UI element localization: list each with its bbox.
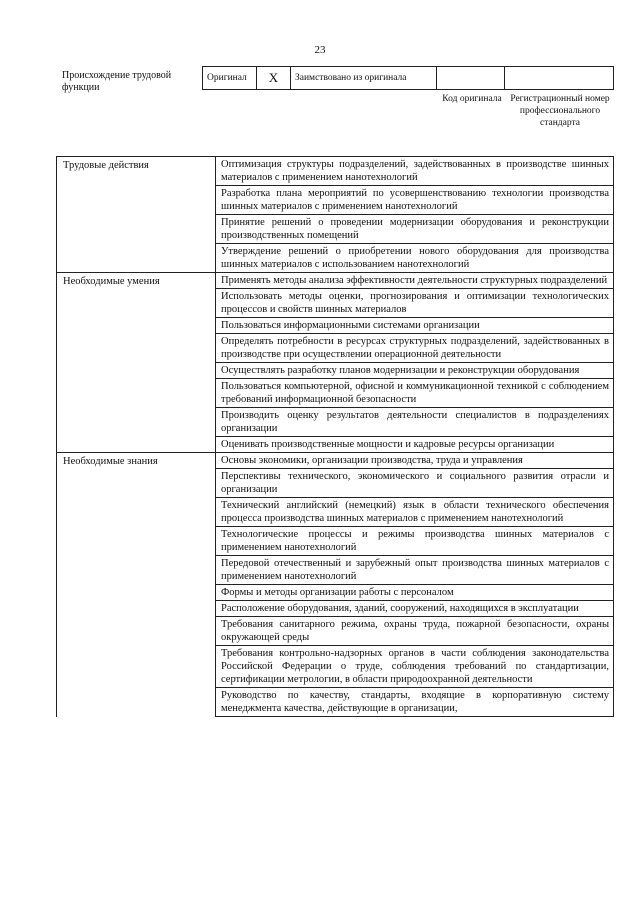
table-row (57, 157, 614, 186)
reg-number-cell (505, 67, 613, 89)
table-row (57, 453, 614, 469)
original-mark: X (257, 67, 291, 89)
list-item: Передовой отечественный и зарубежный опыт производства шинных материалов с применением нанотехнологий (221, 558, 609, 582)
list-item: Оценивать производственные мощности и кадровые ресурсы организации (221, 439, 555, 450)
list-item: Осуществлять разработку планов модернизации и реконструкции оборудования (221, 365, 580, 376)
list-item: Технический английский (немецкий) язык в области технического обеспечения процесса производства шинных материалов с применением нанотехнологий (221, 500, 609, 524)
list-item: Руководство по качеству, стандарты, входящие в корпоративную систему менеджмента качества, действующие в организации, (221, 690, 609, 714)
list-item: Технологические процессы и режимы производства шинных материалов с применением нанотехнологий (221, 529, 609, 553)
list-item: Пользоваться информационными системами организации (221, 320, 480, 331)
function-table (56, 156, 614, 717)
list-item: Перспективы технического, экономического и социального развития отрасли и организации (221, 471, 609, 495)
origin-box (202, 66, 614, 90)
origin-label: Происхождение трудовой функции (62, 70, 172, 93)
list-item: Утверждение решений о приобретении нового оборудования для производства шинных материалов с использованием нанотехнологий (221, 246, 609, 270)
code-original-label: Код оригинала (442, 94, 502, 104)
list-item: Требования контрольно-надзорных органов в части соблюдения законодательства Российской Федерации о труде, соблюдения требований по стандартизации, сертификации метрологии, в области природоохранной деятельности (221, 648, 609, 685)
section-title: Необходимые умения (57, 273, 216, 453)
list-item: Определять потребности в ресурсах структурных подразделений, задействованных в производстве при осуществлении операционной деятельности (221, 336, 609, 360)
section-title: Трудовые действия (57, 157, 216, 273)
reg-number-label: Регистрационный номер профессионального стандарта (510, 94, 610, 128)
list-item: Пользоваться компьютерной, офисной и коммуникационной техникой с соблюдением требований информационной безопасности (221, 381, 609, 405)
borrowed-label: Заимствовано из оригинала (291, 67, 437, 89)
list-item: Применять методы анализа эффективности деятельности структурных подразделений (221, 275, 608, 286)
list-item: Разработка плана мероприятий по усовершенствованию технологии производства шинных материалов с применением нанотехнологий (221, 188, 609, 212)
list-item: Расположение оборудования, зданий, сооружений, находящихся в эксплуатации (221, 603, 579, 614)
list-item: Принятие решений о проведении модернизации оборудования и реконструкции производственных помещений (221, 217, 609, 241)
original-label: Оригинал (203, 67, 257, 89)
list-item: Формы и методы организации работы с персоналом (221, 587, 454, 598)
page-number: 23 (314, 44, 326, 56)
list-item: Оптимизация структуры подразделений, задействованных в производстве шинных материалов с применением нанотехнологий (221, 159, 609, 183)
section-title: Необходимые знания (57, 453, 216, 717)
list-item: Производить оценку результатов деятельности специалистов в подразделениях организации (221, 410, 609, 434)
code-cell (437, 67, 505, 89)
list-item: Требования санитарного режима, охраны труда, пожарной безопасности, охраны окружающей среды (221, 619, 609, 643)
list-item: Использовать методы оценки, прогнозирования и оптимизации технологических процессов и свойств шинных материалов (221, 291, 609, 315)
list-item: Основы экономики, организации производства, труда и управления (221, 455, 523, 466)
table-row (57, 273, 614, 289)
